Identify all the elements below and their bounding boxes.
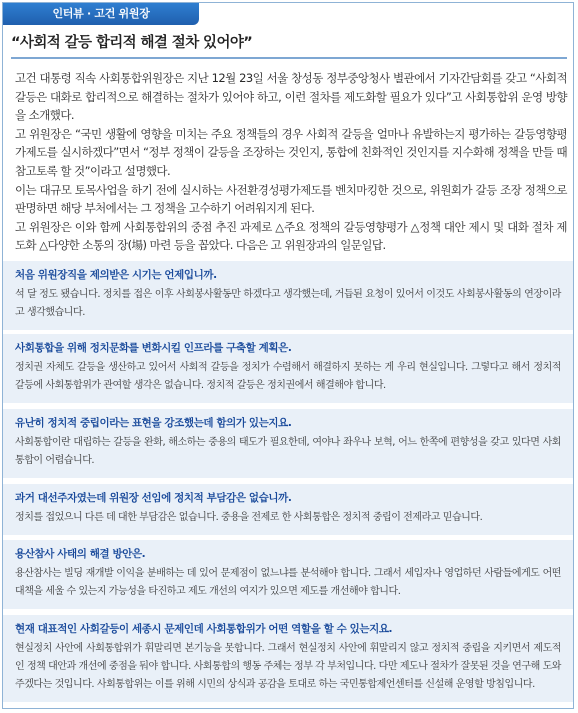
qa-question: 용산참사 사태의 해결 방안은. xyxy=(15,548,146,560)
qa-block xyxy=(3,261,573,330)
qa-block xyxy=(3,409,573,478)
intro-text xyxy=(15,69,567,255)
intro-paragraph: 고건 대통령 직속 사회통합위원장은 지난 12월 23일 서울 창성동 정부중앙청사 별관에서 기자간담회를 갖고 “사회적 갈등은 대화로 합리적으로 해결하는 절차가 있어야 하고, 이런 절차를 제도화할 필요가 있다”고 사회통합위 운영 방향을 소개했다. xyxy=(15,71,567,123)
qa-answer: 정치를 접었으니 다른 데 대한 부담감은 없습니다. 중용을 전제로 한 사회통합은 정치적 중립이 전제라고 믿습니다. xyxy=(15,512,483,523)
qa-question: 과거 대선주자였는데 위원장 선임에 정치적 부담감은 없습니까. xyxy=(15,492,292,504)
qa-answer: 사회통합이란 대립하는 갈등을 완화, 해소하는 중용의 태도가 필요한데, 여야나 좌우나 보혁, 어느 한쪽에 편향성을 갖고 있다면 사회통합이 어렵습니다. xyxy=(15,437,561,466)
qa-block xyxy=(3,615,573,702)
qa-block xyxy=(3,540,573,609)
qa-question: 현재 대표적인 사회갈등이 세종시 문제인데 사회통합위가 어떤 역할을 할 수 있는지요. xyxy=(15,623,393,635)
qa-question: 처음 위원장직을 제의받은 시기는 언제입니까. xyxy=(15,269,217,281)
qa-block xyxy=(3,484,573,535)
headline: “사회적 갈등 합리적 해결 절차 있어야” xyxy=(11,31,567,59)
qa-question: 사회통합을 위해 정치문화를 변화시킬 인프라를 구축할 계획은. xyxy=(15,342,292,354)
intro-paragraph: 이는 대규모 토목사업을 하기 전에 실시하는 사전환경성평가제도를 벤치마킹한 것으로, 위원회가 갈등 조장 정책으로 판명하면 해당 부처에서는 그 정책을 고수하기 어려워지게 된다. xyxy=(15,182,567,216)
intro-paragraph: 고 위원장은 이와 함께 사회통합위의 중점 추진 과제로 △주요 정책의 갈등영향평가 △정책 대안 제시 및 대화 절차 제도화 △다양한 소통의 장(場) 마련 등을 꼽았다. 다음은 고 위원장과의 일문일답. xyxy=(15,219,567,253)
qa-answer: 용산참사는 빌딩 재개발 이익을 분배하는 데 있어 문제점이 없느냐를 분석해야 합니다. 그래서 세입자나 영업하던 사람들에게도 어떤 대책을 세울 수 있는지 가능성을 타진하고 제도 개선의 여지가 있으면 제도를 개선해야 합니다. xyxy=(15,568,561,597)
qa-block xyxy=(3,334,573,403)
qa-question: 유난히 정치적 중립이라는 표현을 강조했는데 함의가 있는지요. xyxy=(15,417,292,429)
article-frame xyxy=(2,2,574,709)
intro-paragraph: 고 위원장은 “국민 생활에 영향을 미치는 주요 정책들의 경우 사회적 갈등을 얼마나 유발하는지 평가하는 갈등영향평가제도를 실시하겠다”면서 “정부 정책이 갈등을 조장하는 것인지, 통합에 친화적인 것인지를 지수화해 정책을 만들 때 참고토록 할 것”이라고 설명했다. xyxy=(15,126,567,178)
qa-answer: 석 달 정도 됐습니다. 정치를 접은 이후 사회봉사활동만 하겠다고 생각했는데, 거듭된 요청이 있어서 이것도 사회봉사활동의 연장이라고 생각했습니다. xyxy=(15,289,561,318)
qa-answer: 정치권 자체도 갈등을 생산하고 있어서 사회적 갈등을 정치가 수렴해서 해결하지 못하는 게 우리 현실입니다. 그렇다고 해서 정치적 갈등에 사회통합위가 관여할 생각은 없습니다. 정치적 갈등은 정치권에서 해결해야 합니다. xyxy=(15,362,561,391)
section-tab: 인터뷰 · 고건 위원장 xyxy=(3,3,199,25)
qa-answer: 현실정치 사안에 사회통합위가 휘말리면 본기능을 못합니다. 그래서 현실정치 사안에 휘말리지 않고 정치적 중립을 지키면서 제도적인 정책 대안과 개선에 중점을 둬야 합니다. 사회통합의 행동 주체는 정부 각 부처입니다. 다만 제도나 절차가 잘못된 것을 연구해 도와주겠다는 것입니다. 사회통합위는 이를 위해 시민의 상식과 공감을 토대로 하는 국민통합제언센터를 신설해 운영할 방침입니다. xyxy=(15,643,561,690)
